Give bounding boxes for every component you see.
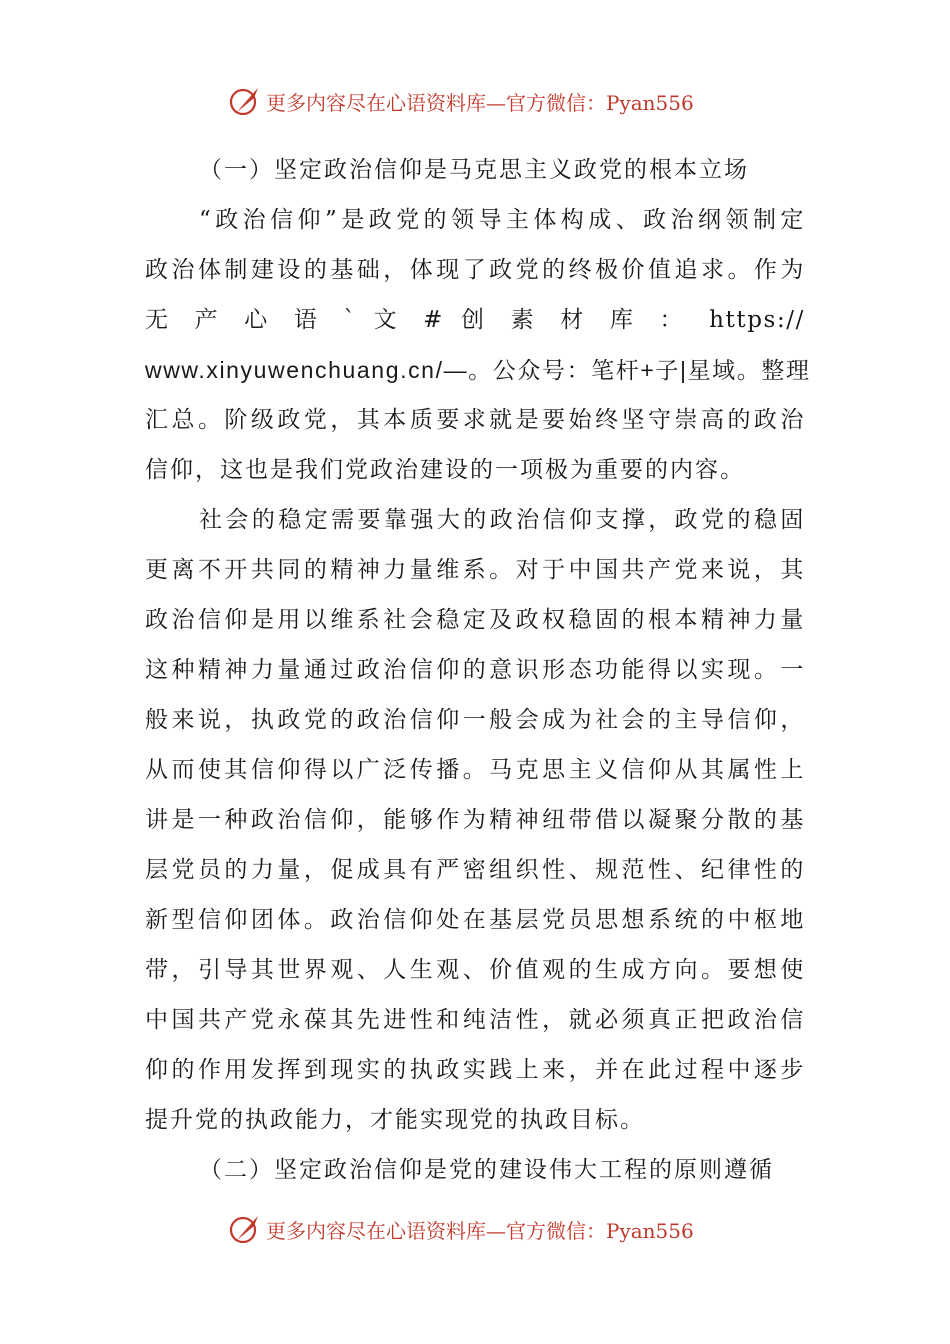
paragraph-line: 更离不开共同的精神力量维系。对于中国共产党来说，其 (145, 557, 805, 583)
paragraph-line: 从而使其信仰得以广泛传播。马克思主义信仰从其属性上 (145, 757, 805, 783)
paragraph-line: 无 产 心 语 ` 文 # 创 素 材 库 ： https:// (145, 307, 805, 333)
paragraph-line: 般来说，执政党的政治信仰一般会成为社会的主导信仰， (145, 707, 805, 733)
paragraph-line: 讲是一种政治信仰，能够作为精神纽带借以凝聚分散的基 (145, 807, 805, 833)
section-heading-2: （二）坚定政治信仰是党的建设伟大工程的原则遵循 (199, 1157, 774, 1183)
header-banner (228, 84, 788, 118)
paragraph-line: 仰的作用发挥到现实的执政实践上来，并在此过程中逐步 (145, 1057, 805, 1083)
paragraph-line: www.xinyuwenchuang.cn/—。公众号：笔杆+子|星域。整理 (145, 357, 811, 383)
paragraph-line: 社会的稳定需要靠强大的政治信仰支撑，政党的稳固 (199, 507, 805, 533)
paragraph-line: 信仰，这也是我们党政治建设的一项极为重要的内容。 (145, 457, 745, 483)
document-body (145, 145, 811, 1195)
paragraph-line: 提升党的执政能力，才能实现党的执政目标。 (145, 1107, 645, 1133)
paragraph-line: 汇总。阶级政党，其本质要求就是要始终坚守崇高的政治 (145, 407, 805, 433)
paragraph-line: 这种精神力量通过政治信仰的意识形态功能得以实现。一 (145, 657, 805, 683)
footer-banner (228, 1212, 788, 1246)
quill-logo-icon (228, 1212, 262, 1246)
quill-logo-icon (228, 84, 262, 118)
banner-text: 更多内容尽在心语资料库—官方微信：Pyan556 (266, 90, 694, 115)
section-heading-1: （一）坚定政治信仰是马克思主义政党的根本立场 (199, 157, 749, 183)
banner-text: 更多内容尽在心语资料库—官方微信：Pyan556 (266, 1218, 694, 1243)
paragraph-line: 中国共产党永葆其先进性和纯洁性，就必须真正把政治信 (145, 1007, 805, 1033)
paragraph-line: 政治信仰是用以维系社会稳定及政权稳固的根本精神力量 (145, 607, 805, 633)
paragraph-line: 新型信仰团体。政治信仰处在基层党员思想系统的中枢地 (145, 907, 805, 933)
paragraph-line: 政治体制建设的基础，体现了政党的终极价值追求。作为 (145, 257, 805, 283)
paragraph-line: “政治信仰”是政党的领导主体构成、政治纲领制定 (199, 207, 805, 233)
paragraph-line: 带，引导其世界观、人生观、价值观的生成方向。要想使 (145, 957, 805, 983)
paragraph-line: 层党员的力量，促成具有严密组织性、规范性、纪律性的 (145, 857, 805, 883)
